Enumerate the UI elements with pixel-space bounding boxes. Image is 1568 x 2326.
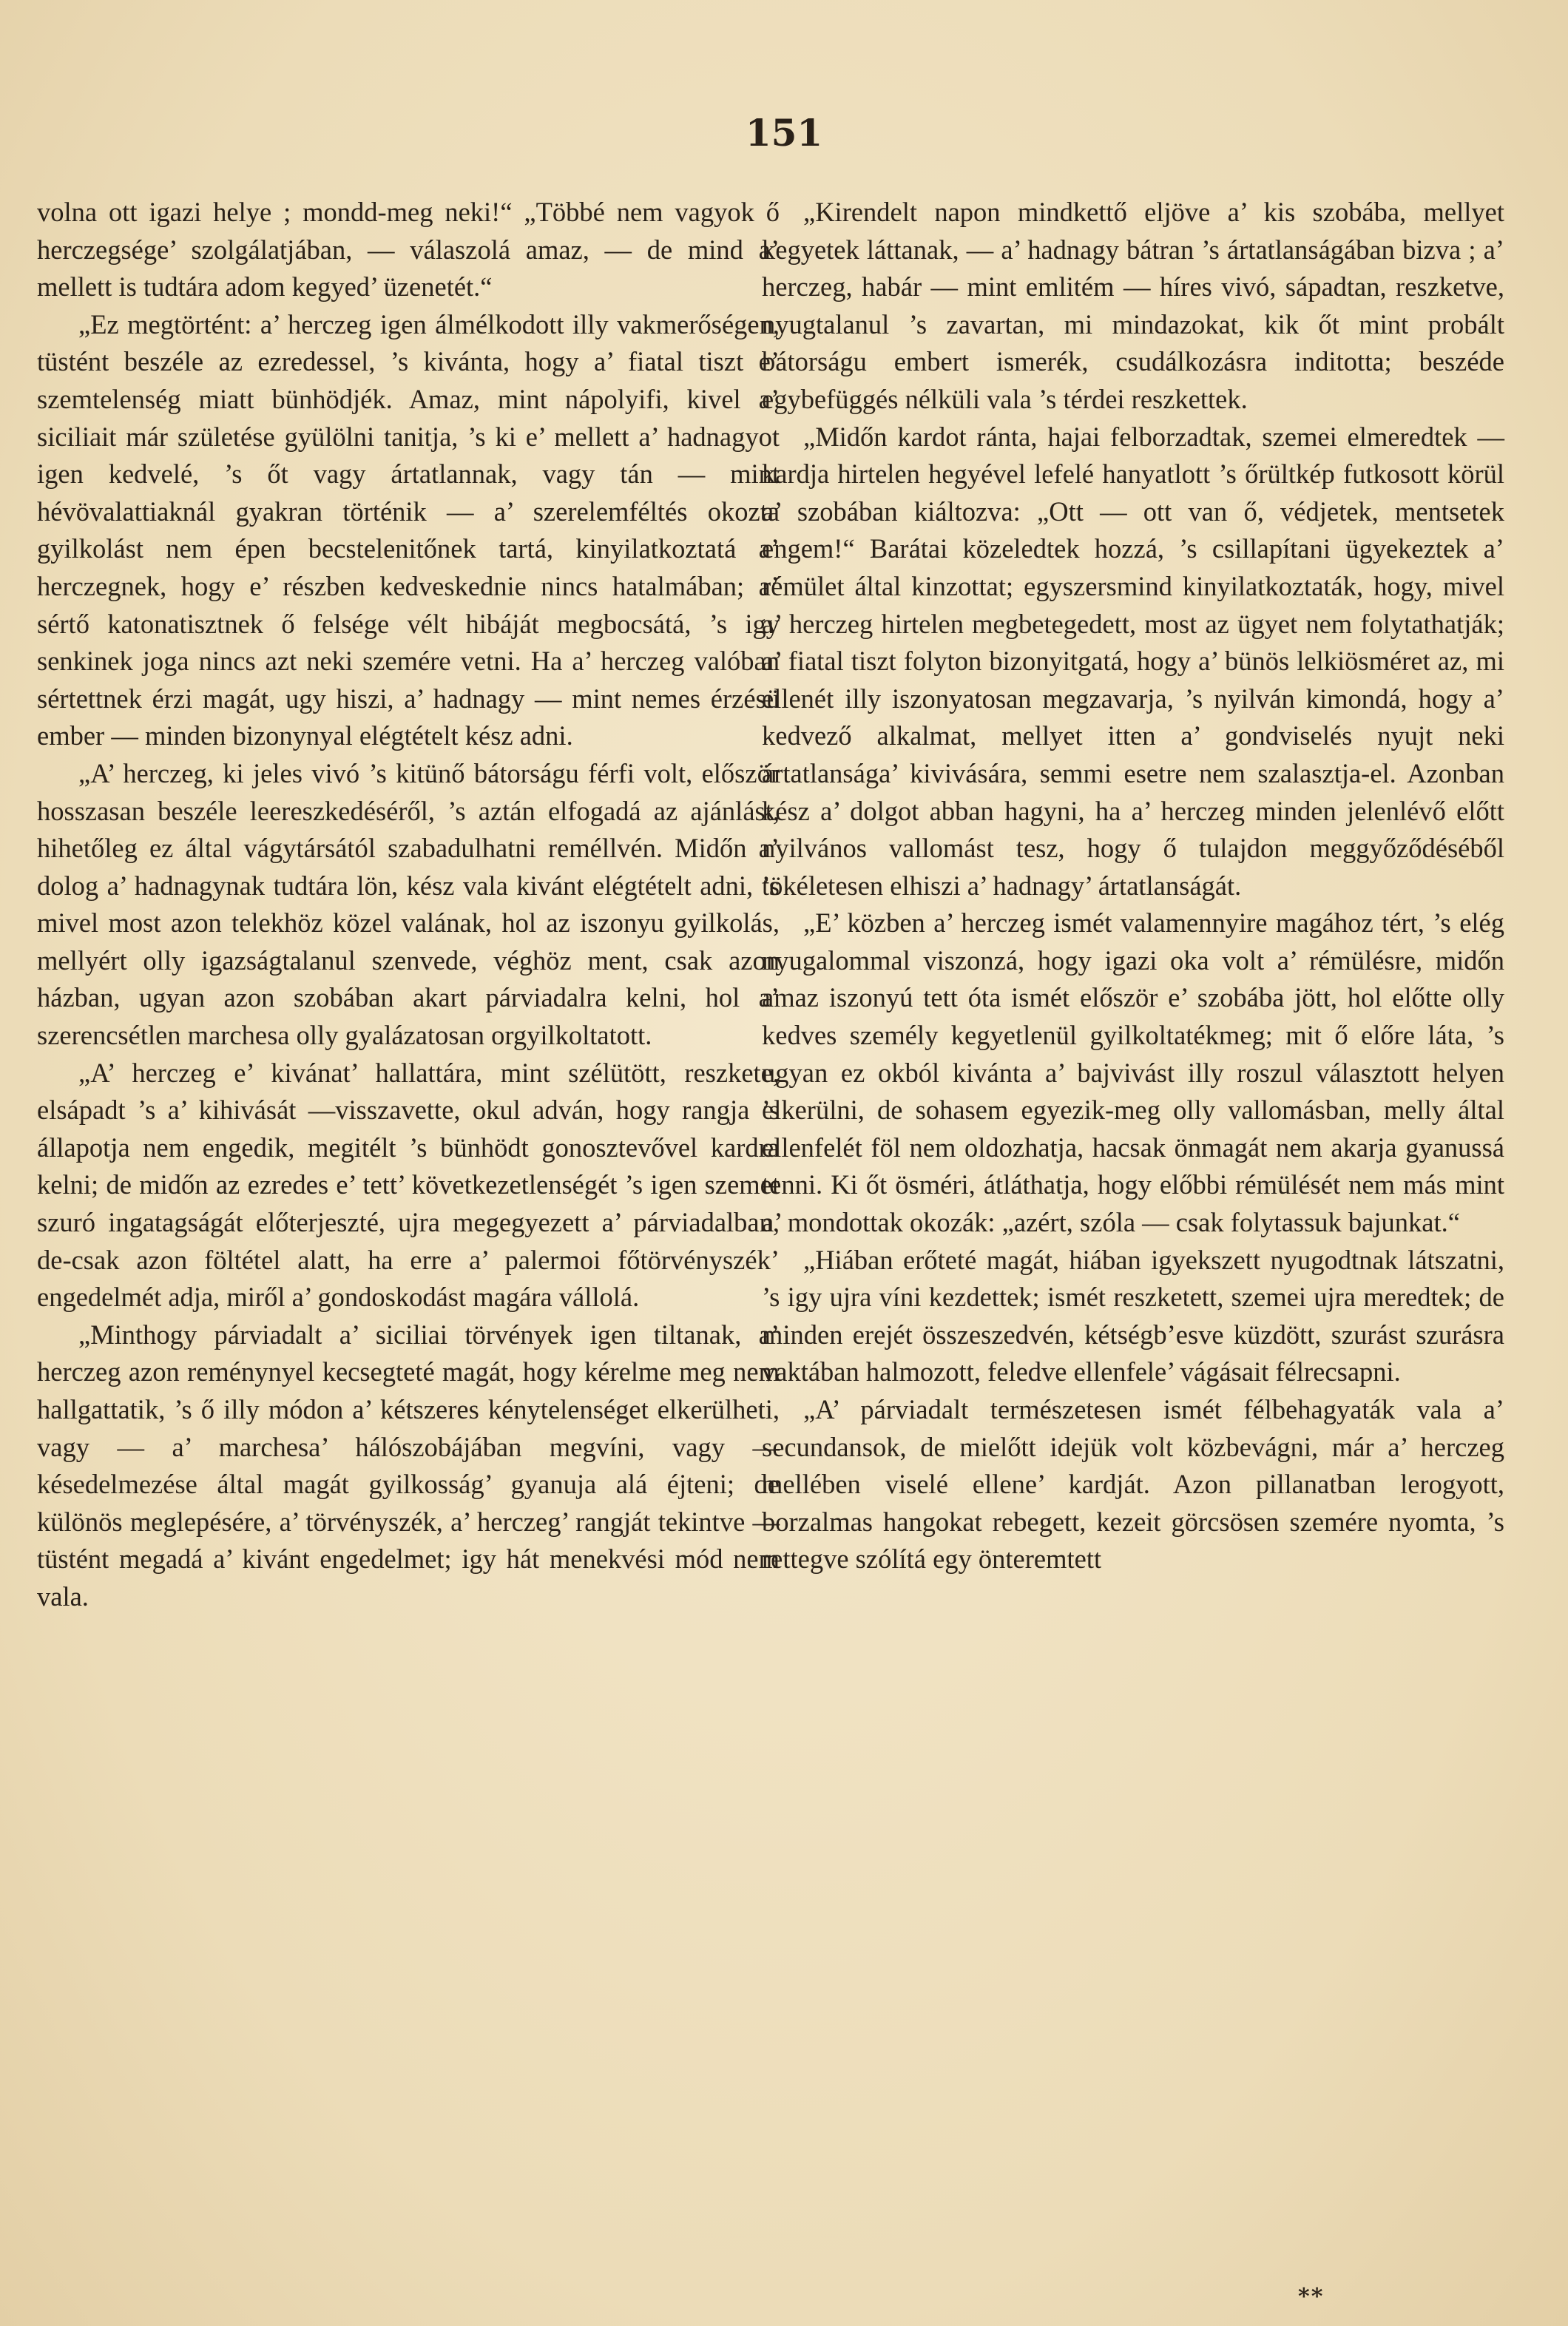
paragraph: „Midőn kardot ránta, hajai felborzadtak, szemei elmeredtek — kardja hirtelen hegyével lefelé hanyatlott ’s őrültkép futkosott körül a’ szobában kiáltozva: „Ott — ott van ő, védjetek, mentsetek engem!“ Barátai közeledtek hozzá, ’s csillapítani ügyekeztek a’ rémület által kinzottat; egyszersmind kinyilatkoztaták, hogy, mivel a’ herczeg hirtelen megbetegedett, most az ügyet nem folytathatják; a’ fiatal tiszt folyton bizonyitgatá, hogy a’ bünös lelkiösméret az, mi ellenét illy iszonyatosan megzavarja, ’s nyilván kimondá, hogy a’ kedvező alkalmat, mellyet itten a’ gondviselés nyujt neki ártatlansága’ kivivására, semmi esetre nem szalasztja-el. Azonban kész a’ dolgot abban hagyni, ha a’ herczeg minden jelenlévő előtt nyilvános vallomást tesz, hogy ő tulajdon meggyőződéséből tökéletesen elhiszi a’ hadnagy’ ártatlanságát. [762,421,1504,901]
paragraph: „A’ párviadalt természetesen ismét félbehagyaták vala a’ secundansok, de mielőtt idejük volt közbevágni, már a’ herczeg mellében viselé ellene’ kardját. Azon pillanatban lerogyott, borzalmas hangokat rebegett, kezeit görcsösen szemére nyomta, ’s rettegve szólítá egy önteremtett [762,1394,1504,1575]
signature-mark: ** [1298,2284,1325,2310]
paragraph: „A’ herczeg, ki jeles vivó ’s kitünő bátorságu férfi volt, először hosszasan beszéle leereszkedéséről, ’s aztán elfogadá az ajánlást, hihetőleg ez által vágytársától szabadulhatni reméllvén. Midőn a’ dolog a’ hadnagynak tudtára lön, kész vala kivánt elégtételt adni, ’s mivel most azon telekhöz közel valának, hol az iszonyu gyilkolás, mellyért olly igazságtalanul szenvede, véghöz ment, csak azon házban, ugyan azon szobában akart párviadalra kelni, hol a’ szerencsétlen marchesa olly gyalázatosan orgyilkoltatott. [37,757,780,1051]
page-number: 151 [745,111,823,155]
right-column [762,194,1504,1578]
paragraph: „E’ közben a’ herczeg ismét valamennyire magához tért, ’s elég nyugalommal viszonzá, hogy igazi oka volt a’ rémülésre, midőn amaz iszonyú tett óta ismét először e’ szobába jött, hol előtte olly kedves személy kegyetlenül gyilkoltatékmeg; mit ő előre láta, ’s ugyan ez okból kivánta a’ bajvivást illy roszul választott helyen elkerülni, de sohasem egyezik-meg olly vallomásban, melly által ellenfelét föl nem oldozhatja, hacsak önmagát nem akarja gyanussá tenni. Ki őt ösméri, átláthatja, hogy előbbi rémülését nem más mint a’ mondottak okozák: „azért, szóla — csak folytassuk bajunkat.“ [762,907,1504,1238]
paragraph: „Hiában erőteté magát, hiában igyekszett nyugodtnak látszatni, ’s igy ujra víni kezdettek; ismét reszketett, szemei ujra meredtek; de minden erejét összeszedvén, kétségb’esve küzdött, szurást szurásra vaktában halmozott, feledve ellenfele’ vágásait félrecsapni. [762,1244,1504,1387]
paragraph: „Ez megtörtént: a’ herczeg igen álmélkodott illy vakmerőségen, tüstént beszéle az ezredessel, ’s kivánta, hogy a’ fiatal tiszt e’ szemtelenség miatt bünhödjék. Amaz, mint nápolyifi, kivel a’ siciliait már születése gyülölni tanitja, ’s ki e’ mellett a’ hadnagyot igen kedvelé, ’s őt vagy ártatlannak, vagy tán — mint hévövalattiaknál gyakran történik — a’ szerelemféltés okozta gyilkolást nem épen becstelenitőnek tartá, kinyilatkoztatá a’ herczegnek, hogy e’ részben kedveskednie nincs hatalmában; a’ sértő katonatisztnek ő felsége vélt hibáját megbocsátá, ’s igy senkinek joga nincs azt neki szemére vetni. Ha a’ herczeg valóban sértettnek érzi magát, ugy hiszi, a’ hadnagy — mint nemes érzésü ember — minden bizonynyal elégtételt kész adni. [37,308,780,751]
paragraph: volna ott igazi helye ; mondd-meg neki!“ „Többé nem vagyok ő herczegsége’ szolgálatjában, — válaszolá amaz, — de mind a’ mellett is tudtára adom kegyed’ üzenetét.“ [37,197,780,302]
left-column [37,194,780,1616]
paragraph: „Minthogy párviadalt a’ siciliai törvények igen tiltanak, a’ herczeg azon reménynyel kecsegteté magát, hogy kérelme meg nem hallgattatik, ’s ő illy módon a’ kétszeres kénytelenséget elkerülheti, vagy — a’ marchesa’ hálószobájában megvíni, vagy — késedelmezése által magát gyilkosság’ gyanuja alá éjteni; de különös meglepésére, a’ törvényszék, a’ herczeg’ rangját tekintve — tüstént megadá a’ kivánt engedelmet; igy hát menekvési mód nem vala. [37,1319,780,1612]
paragraph: „Kirendelt napon mindkettő eljöve a’ kis szobába, mellyet kegyetek láttanak, — a’ hadnagy bátran ’s ártatlanságában bizva ; a’ herczeg, habár — mint emlitém — híres vivó, sápadtan, reszketve, nyugtalanul ’s zavartan, mi mindazokat, kik őt mint probált bátorságu embert ismerék, csudálkozásra inditotta; beszéde egybefüggés nélküli vala ’s térdei reszkettek. [762,197,1504,414]
paragraph: „A’ herczeg e’ kivánat’ hallattára, mint szélütött, reszkete, elsápadt ’s a’ kihivását —visszavette, okul adván, hogy rangja ’s állapotja nem engedik, megitélt ’s bünhödt gonosztevővel kardra kelni; de midőn az ezredes e’ tett’ következetlenségét ’s igen szemet szuró ingatagságát előterjeszté, ujra megegyezett a’ párviadalban, de-csak azon föltétel alatt, ha erre a’ palermoi főtörvényszék’ engedelmét adja, miről a’ gondoskodást magára vállolá. [37,1057,780,1313]
